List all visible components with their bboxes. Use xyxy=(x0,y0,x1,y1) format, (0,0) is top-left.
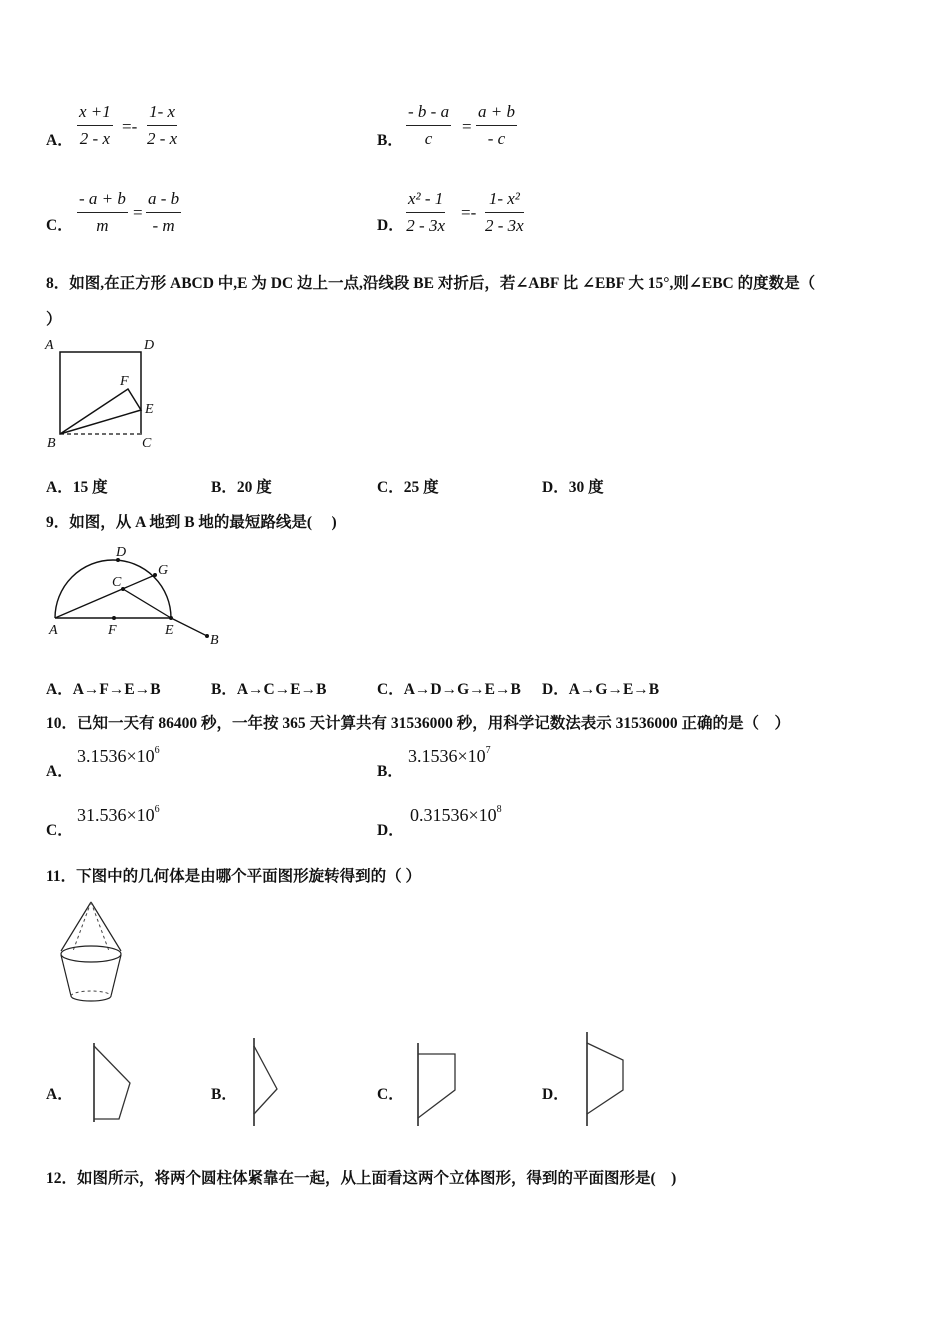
label-e: E xyxy=(165,623,174,638)
q7-option-c-lhs: $\frac{- a + b}{m}$ xyxy=(79,189,126,235)
q8-square-figure xyxy=(40,332,170,452)
label-c: C xyxy=(112,575,122,590)
point-b xyxy=(205,634,209,638)
point-e xyxy=(169,616,173,620)
lower-ellipse xyxy=(71,991,111,996)
q7-option-b-lhs: $\frac{- b - a}{c}$ xyxy=(408,102,450,148)
q7-option-c-op: = xyxy=(133,203,143,222)
q9-text: 9．如图，从 A 地到 B 地的最短路线是( ) xyxy=(46,514,337,531)
label-c: C xyxy=(142,436,152,451)
q7-option-a-rhs: $\frac{1- x}{2 - x}$ xyxy=(147,102,178,148)
q11-option-b-shape xyxy=(248,1036,288,1131)
q10-option-c-value: $31.536\times 10^6$ xyxy=(77,804,160,825)
q10-option-b-label: B． xyxy=(377,763,403,780)
q8-option-c: C．25 度 xyxy=(377,479,439,496)
q10-option-c-label: C． xyxy=(46,822,73,839)
q10-text: 10．已知一天有 86400 秒，一年按 365 天计算共有 31536000 秒，用科学记数法表示 31536000 正确的是（ ） xyxy=(46,715,791,732)
label-d: D xyxy=(116,545,127,560)
q9-option-b: B．A→C→E→B xyxy=(211,681,327,698)
upper-ellipse xyxy=(61,946,121,962)
q8-text: 8．如图,在正方形 ABCD 中,E 为 DC 边上一点,沿线段 BE 对折后，若∠ABF 比 ∠EBF 大 15°,则∠EBC 的度数是（ xyxy=(46,275,816,292)
label-g: G xyxy=(158,563,169,578)
q9-option-a: A．A→F→E→B xyxy=(46,681,161,698)
q7-option-c-label: C． xyxy=(46,217,73,234)
q11-option-b-label: B． xyxy=(211,1086,237,1103)
q10-option-a-label: A． xyxy=(46,763,73,780)
q7-option-d-lhs: $\frac{\text{x² - 1}}{2 - 3x}$ xyxy=(406,189,446,235)
q7-option-a-label: A． xyxy=(46,132,73,149)
segment-ag xyxy=(55,575,155,618)
q7-option-b-rhs: $\frac{a + b}{- c}$ xyxy=(478,102,515,148)
q11-solid-figure xyxy=(50,895,135,1007)
q10-option-d-label: D． xyxy=(377,822,404,839)
q7-option-b-label: B． xyxy=(377,132,403,149)
segment-ce xyxy=(123,589,171,618)
label-f: F xyxy=(120,374,129,389)
point-g xyxy=(153,573,157,577)
label-a: A xyxy=(49,623,58,638)
q11-option-d-shape xyxy=(581,1030,631,1130)
label-f: F xyxy=(108,623,117,638)
q7-option-d-rhs: $\frac{\text{1- x²}}{2 - 3x}$ xyxy=(485,189,524,235)
q11-option-a-label: A． xyxy=(46,1086,73,1103)
q9-option-c: C．A→D→G→E→B xyxy=(377,681,521,698)
point-c xyxy=(121,587,125,591)
q11-option-d-label: D． xyxy=(542,1086,569,1103)
q8-text-end: ） xyxy=(46,311,62,328)
point-f xyxy=(112,616,116,620)
q11-option-c-label: C． xyxy=(377,1086,404,1103)
segment-eb xyxy=(171,618,207,636)
q9-option-d: D．A→G→E→B xyxy=(542,681,660,698)
label-a: A xyxy=(45,338,54,353)
q7-option-d-op: =- xyxy=(461,203,477,222)
label-b: B xyxy=(210,633,219,648)
folded-triangle-bfe xyxy=(60,389,141,434)
q10-option-d-value: $0.31536\times 10^8$ xyxy=(410,804,502,825)
q11-option-c-shape xyxy=(412,1040,464,1130)
label-d: D xyxy=(144,338,155,353)
q12-text: 12．如图所示，将两个圆柱体紧靠在一起，从上面看这两个立体图形，得到的平面图形是( ) xyxy=(46,1170,677,1187)
q11-option-a-shape xyxy=(88,1040,138,1130)
q7-option-d-label: D． xyxy=(377,217,404,234)
q8-option-d: D．30 度 xyxy=(542,479,604,496)
q7-option-c-rhs: $\frac{a - b}{- m}$ xyxy=(148,189,180,235)
q7-option-a-op: =- xyxy=(122,117,138,136)
label-b: B xyxy=(47,436,56,451)
q10-option-a-value: $3.1536\times 10^6$ xyxy=(77,745,160,766)
q8-option-b: B．20 度 xyxy=(211,479,272,496)
q8-option-a: A．15 度 xyxy=(46,479,108,496)
q9-semicircle-figure xyxy=(40,540,230,650)
q7-option-a-lhs: $\frac{x +1}{2 - x}$ xyxy=(79,102,111,148)
label-e: E xyxy=(145,402,154,417)
q11-text: 11．下图中的几何体是由哪个平面图形旋转得到的（ ） xyxy=(46,868,422,885)
q7-option-b-op: = xyxy=(462,117,472,136)
q10-option-b-value: $3.1536\times 10^7$ xyxy=(408,745,491,766)
